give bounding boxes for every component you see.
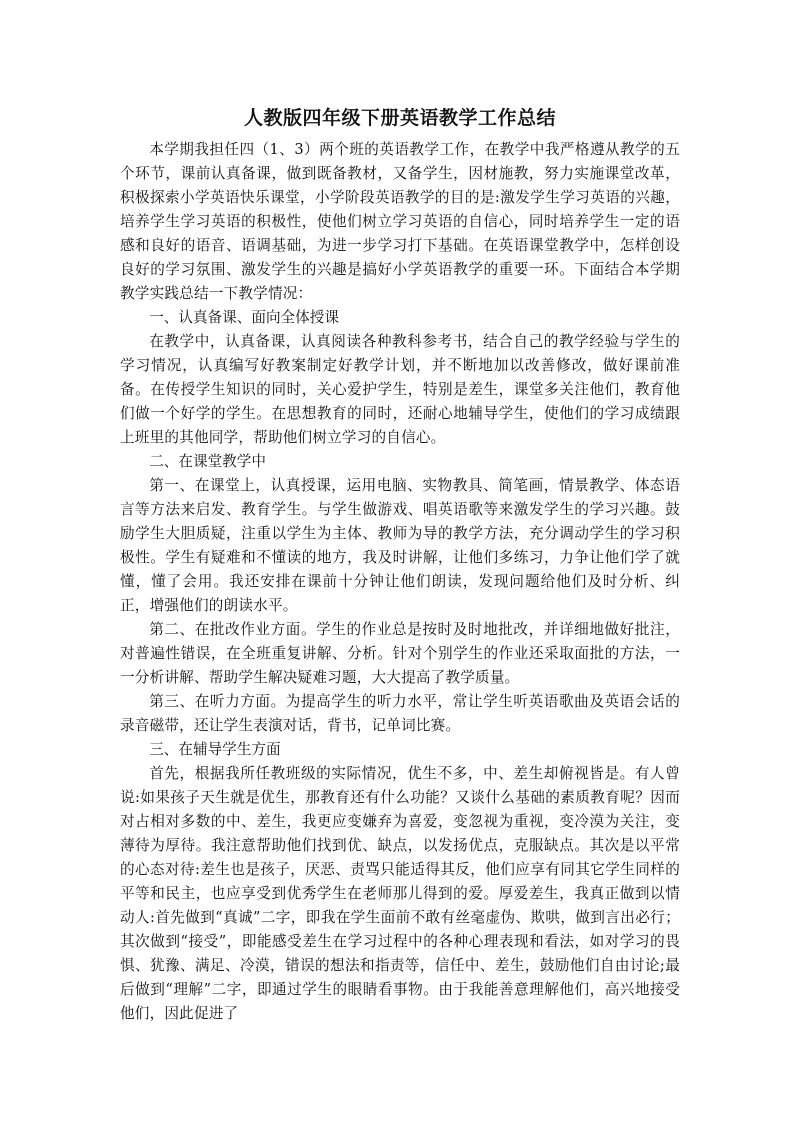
section-2-paragraph-2: 第二、在批改作业方面。学生的作业总是按时及时地批改，并详细地做好批注，对普遍性错误，在全班重复讲解、分析。针对个别学生的作业还采取面批的方法，一一分析讲解、帮助学生解决疑难习题，大大提高了教学质量。 xyxy=(120,621,680,686)
section-3-paragraph: 首先，根据我所任教班级的实际情况，优生不多，中、差生却俯视皆是。有人曾说:如果孩子天生就是优生，那教育还有什么功能？又谈什么基础的素质教育呢？因而对占相对多数的中、差生，我更应变嫌弃为喜爱，变忽视为重视，变冷漠为关注，变薄待为厚待。我注意帮助他们找到优、缺点，以发扬优点，克服缺点。其次是以平常的心态对待:差生也是孩子，厌恶、责骂只能适得其反，他们应享有同其它学生同样的平等和民主，也应享受到优秀学生在老师那儿得到的爱。厚爱差生，我真正做到以情动人:首先做到“真诚”二字，即我在学生面前不敢有丝毫虚伪、欺哄，做到言出必行；其次做到“接受”，即能感受差生在学习过程中的各种心理表现和看法，如对学习的畏惧、犹豫、满足、冷漠，错误的想法和指责等，信任中、差生，鼓励他们自由讨论;最后做到“理解”二字，即通过学生的眼睛看事物。由于我能善意理解他们，高兴地接受他们，因此促进了 xyxy=(120,765,680,1022)
document-page xyxy=(120,104,680,1026)
section-1-paragraph: 在教学中，认真备课，认真阅读各种教科参考书，结合自己的教学经验与学生的学习情况，认真编写好教案制定好教学计划，并不断地加以改善修改，做好课前准备。在传授学生知识的同时，关心爱护学生，特别是差生，课堂多关注他们，教育他们做一个好学的学生。在思想教育的同时，还耐心地辅导学生，使他们的学习成绩跟上班里的其他同学，帮助他们树立学习的自信心。 xyxy=(120,333,680,446)
document-title: 人教版四年级下册英语教学工作总结 xyxy=(243,107,556,129)
section-heading-3: 三、在辅导学生方面 xyxy=(149,741,281,758)
section-2-paragraph-3: 第三、在听力方面。为提高学生的听力水平，常让学生听英语歌曲及英语会话的录音磁带，还让学生表演对话，背书，记单词比赛。 xyxy=(120,693,680,734)
section-2-paragraph-1: 第一、在课堂上，认真授课，运用电脑、实物教具、简笔画，情景教学、体态语言等方法来启发、教育学生。与学生做游戏、唱英语歌等来激发学生的学习兴趣。鼓励学生大胆质疑，注重以学生为主体、教师为导的教学方法，充分调动学生的学习积极性。学生有疑难和不懂读的地方，我及时讲解，让他们多练习，力争让他们学了就懂，懂了会用。我还安排在课前十分钟让他们朗读，发现问题给他们及时分析、纠正，增强他们的朗读水平。 xyxy=(120,477,680,614)
section-heading-1: 一、认真备课、面向全体授课 xyxy=(149,309,339,326)
intro-paragraph: 本学期我担任四（1、3）两个班的英语教学工作，在教学中我严格遵从教学的五个环节，课前认真备课，做到既备教材，又备学生，因材施教，努力实施课堂改革，积极探索小学英语快乐课堂，小学阶段英语教学的目的是:激发学生学习英语的兴趣，培养学生学习英语的积极性，使他们树立学习英语的自信心，同时培养学生一定的语感和良好的语音、语调基础，为进一步学习打下基础。在英语课堂教学中，怎样创设良好的学习氛围、激发学生的兴趣是搞好小学英语教学的重要一环。下面结合本学期教学实践总结一下教学情况： xyxy=(120,141,680,302)
section-heading-2: 二、在课堂教学中 xyxy=(149,453,266,470)
